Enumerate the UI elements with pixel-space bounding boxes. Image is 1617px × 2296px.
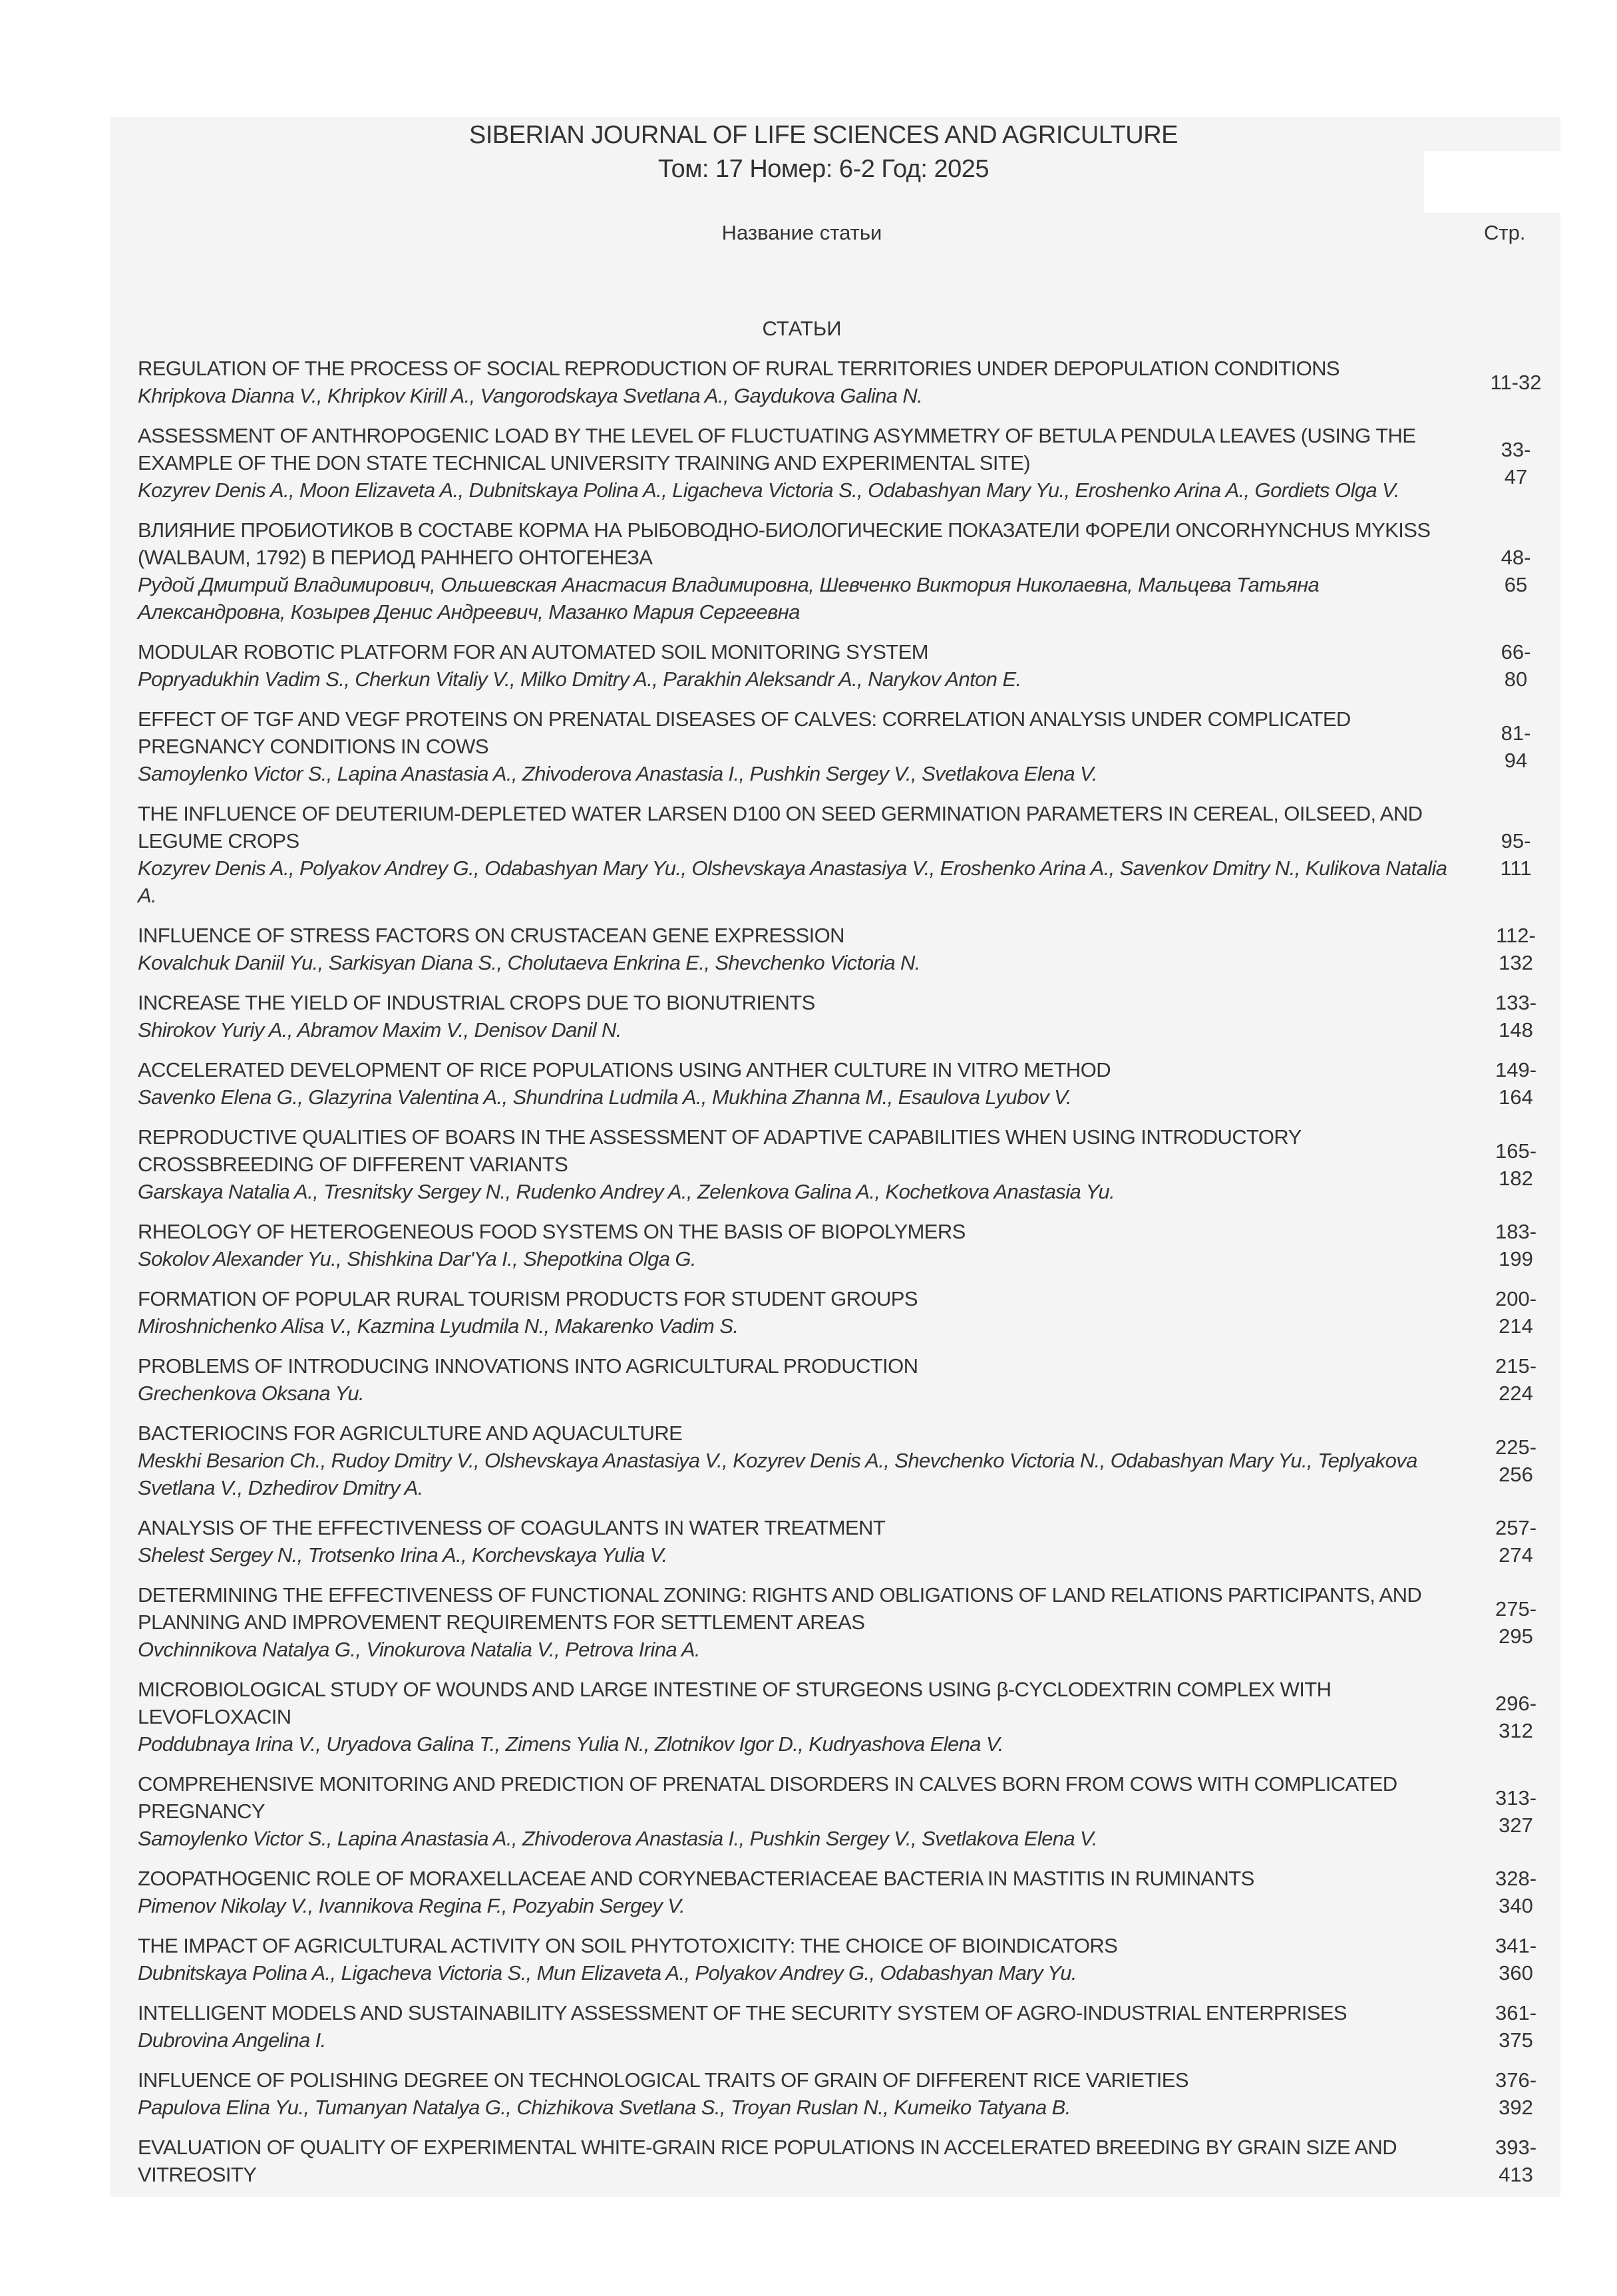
article-pages: 112-132 [1496, 924, 1536, 974]
article-authors: Papulova Elina Yu., Tumanyan Natalya G., Chizhikova Svetlana S., Troyan Ruslan N., Kumeiko Tatyana B. [138, 2096, 1071, 2119]
article-text [138, 1218, 1469, 1272]
article-entry [138, 1999, 1542, 2054]
article-text [138, 1999, 1469, 2054]
article-text [138, 1676, 1469, 1758]
article-pages: 48-65 [1501, 546, 1531, 596]
article-text [138, 1285, 1469, 1340]
article-title-link[interactable]: INFLUENCE OF STRESS FACTORS ON CRUSTACEAN GENE EXPRESSION [138, 924, 844, 947]
article-entry [138, 922, 1542, 976]
article-entry [138, 1932, 1542, 1987]
article-authors: Samoylenko Victor S., Lapina Anastasia A., Zhivoderova Anastasia I., Pushkin Sergey V., Svetlakova Elena V. [138, 1827, 1097, 1850]
article-entry [138, 1420, 1542, 1501]
article-pages: 149-164 [1495, 1058, 1537, 1109]
article-authors: Khripkova Dianna V., Khripkov Kirill A., Vangorodskaya Svetlana A., Gaydukova Galina N. [138, 384, 923, 407]
article-pages: 183-199 [1495, 1220, 1537, 1270]
article-authors: Pimenov Nikolay V., Ivannikova Regina F., Pozyabin Sergey V. [138, 1894, 685, 1917]
article-entry [138, 516, 1542, 626]
article-authors: Ovchinnikova Natalya G., Vinokurova Natalia V., Petrova Irina A. [138, 1638, 700, 1661]
article-text [138, 989, 1469, 1044]
article-pages: 393-413 [1495, 2136, 1537, 2186]
article-text [138, 638, 1469, 693]
article-text [138, 516, 1469, 626]
article-authors: Grechenkova Oksana Yu. [138, 1382, 365, 1405]
journal-header [110, 117, 1537, 184]
article-title-link[interactable]: REPRODUCTIVE QUALITIES OF BOARS IN THE ASSESSMENT OF ADAPTIVE CAPABILITIES WHEN USING INTRODUCTORY CROSSBREEDING OF DIFFERENT VARIANTS [138, 1125, 1302, 1176]
article-pages: 66-80 [1501, 640, 1531, 691]
article-pages: 296-312 [1495, 1691, 1537, 1742]
article-text [138, 705, 1469, 787]
article-entry [138, 422, 1542, 504]
article-authors: Shelest Sergey N., Trotsenko Irina A., Korchevskaya Yulia V. [138, 1543, 667, 1567]
article-authors: Garskaya Natalia A., Tresnitsky Sergey N., Rudenko Andrey A., Zelenkova Galina A., Kochetkova Anastasia Yu. [138, 1180, 1115, 1203]
article-title-link[interactable]: INCREASE THE YIELD OF INDUSTRIAL CROPS DUE TO BIONUTRIENTS [138, 991, 815, 1014]
article-text [138, 1770, 1469, 1852]
article-authors: Sokolov Alexander Yu., Shishkina Dar'Ya I., Shepotkina Olga G. [138, 1247, 696, 1270]
article-authors: Рудой Дмитрий Владимирович, Ольшевская Анастасия Владимировна, Шевченко Виктория Николаевна, Мальцева Татьяна Александровна, Козырев Денис Андреевич, Мазанко Мария Сергеевна [138, 573, 1320, 624]
article-title-link[interactable]: REGULATION OF THE PROCESS OF SOCIAL REPRODUCTION OF RURAL TERRITORIES UNDER DEPOPULATION CONDITIONS [138, 357, 1340, 380]
article-pages: 33-47 [1501, 437, 1531, 488]
article-pages: 200-214 [1495, 1287, 1537, 1338]
article-authors: Kozyrev Denis A., Polyakov Andrey G., Odabashyan Mary Yu., Olshevskaya Anastasiya V., Eroshenko Arina A., Savenkov Dmitry N., Kulikova Natalia A. [138, 857, 1447, 907]
article-entry [138, 1865, 1542, 1919]
article-pages: 275-295 [1495, 1597, 1537, 1648]
article-pages: 11-32 [1490, 370, 1542, 394]
article-entry [138, 355, 1542, 409]
article-entry [138, 1514, 1542, 1569]
article-pages: 257-274 [1495, 1516, 1537, 1567]
article-title-link[interactable]: EFFECT OF TGF AND VEGF PROTEINS ON PRENATAL DISEASES OF CALVES: CORRELATION ANALYSIS UNDER COMPLICATED PREGNANCY CONDITIONS IN COWS [138, 707, 1351, 758]
article-entry [138, 2066, 1542, 2121]
article-title-link[interactable]: ASSESSMENT OF ANTHROPOGENIC LOAD BY THE LEVEL OF FLUCTUATING ASYMMETRY OF BETULA PENDULA LEAVES (USING THE EXAMPLE OF THE DON STATE TECHNICAL UNIVERSITY TRAINING AND EXPERIMENTAL SITE) [138, 424, 1416, 475]
article-pages: 81-94 [1501, 721, 1531, 772]
article-authors: Dubrovina Angelina I. [138, 2028, 326, 2052]
article-entry [138, 800, 1542, 909]
article-title-link[interactable]: RHEOLOGY OF HETEROGENEOUS FOOD SYSTEMS ON THE BASIS OF BIOPOLYMERS [138, 1220, 966, 1243]
article-pages: 95-111 [1500, 829, 1532, 880]
article-text [138, 800, 1469, 909]
article-text [138, 1581, 1469, 1663]
article-authors: Samoylenko Victor S., Lapina Anastasia A., Zhivoderova Anastasia I., Pushkin Sergey V., Svetlakova Elena V. [138, 762, 1097, 785]
article-list [138, 355, 1542, 2201]
article-entry [138, 1056, 1542, 1111]
article-title-link[interactable]: PROBLEMS OF INTRODUCING INNOVATIONS INTO AGRICULTURAL PRODUCTION [138, 1354, 918, 1378]
article-title-link[interactable]: ZOOPATHOGENIC ROLE OF MORAXELLACEAE AND CORYNEBACTERIACEAE BACTERIA IN MASTITIS IN RUMINANTS [138, 1867, 1254, 1890]
article-title-link[interactable]: ACCELERATED DEVELOPMENT OF RICE POPULATIONS USING ANTHER CULTURE IN VITRO METHOD [138, 1058, 1111, 1081]
column-header-title: Название статьи [721, 221, 882, 244]
article-pages: 361-375 [1495, 2001, 1537, 2052]
article-entry [138, 705, 1542, 787]
article-pages: 133-148 [1495, 991, 1537, 1042]
journal-title: SIBERIAN JOURNAL OF LIFE SCIENCES AND AGRICULTURE [468, 121, 1178, 149]
issue-info: Том: 17 Номер: 6-2 Год: 2025 [657, 155, 989, 183]
article-pages: 165-182 [1495, 1139, 1537, 1190]
article-entry [138, 1676, 1542, 1758]
article-entry [138, 1218, 1542, 1272]
article-authors: Kozyrev Denis A., Moon Elizaveta A., Dubnitskaya Polina A., Ligacheva Victoria S., Odabashyan Mary Yu., Eroshenko Arina A., Gordiets Olga V. [138, 478, 1399, 502]
article-text [138, 2134, 1469, 2188]
article-title-link[interactable]: COMPREHENSIVE MONITORING AND PREDICTION OF PRENATAL DISORDERS IN CALVES BORN FROM COWS WITH COMPLICATED PREGNANCY [138, 1772, 1397, 1823]
article-authors: Poddubnaya Irina V., Uryadova Galina T., Zimens Yulia N., Zlotnikov Igor D., Kudryashova Elena V. [138, 1732, 1003, 1756]
article-text [138, 1865, 1469, 1919]
article-authors: Shirokov Yuriy A., Abramov Maxim V., Denisov Danil N. [138, 1018, 622, 1042]
article-title-link[interactable]: ANALYSIS OF THE EFFECTIVENESS OF COAGULANTS IN WATER TREATMENT [138, 1516, 886, 1539]
article-text [138, 1514, 1469, 1569]
article-pages: 313-327 [1495, 1786, 1537, 1837]
article-pages: 225-256 [1495, 1435, 1537, 1486]
article-authors: Meskhi Besarion Ch., Rudoy Dmitry V., Olshevskaya Anastasiya V., Kozyrev Denis A., Shevchenko Victoria N., Odabashyan Mary Yu., Teplyakova Svetlana V., Dzhedirov Dmitry A. [138, 1449, 1417, 1499]
article-entry [138, 638, 1542, 693]
article-text [138, 1123, 1469, 1205]
article-text [138, 422, 1469, 504]
article-title-link[interactable]: BACTERIOCINS FOR AGRICULTURE AND AQUACULTURE [138, 1422, 683, 1445]
article-title-link[interactable]: INFLUENCE OF POLISHING DEGREE ON TECHNOLOGICAL TRAITS OF GRAIN OF DIFFERENT RICE VARIETIES [138, 2068, 1188, 2092]
article-entry [138, 989, 1542, 1044]
article-authors: Popryadukhin Vadim S., Cherkun Vitaliy V., Milko Dmitry A., Parakhin Aleksandr A., Narykov Anton E. [138, 668, 1021, 691]
article-pages: 328-340 [1495, 1867, 1537, 1917]
article-text [138, 355, 1469, 409]
article-title-link[interactable]: INTELLIGENT MODELS AND SUSTAINABILITY ASSESSMENT OF THE SECURITY SYSTEM OF AGRO-INDUSTRIAL ENTERPRISES [138, 2001, 1348, 2024]
article-pages: 215-224 [1495, 1354, 1537, 1405]
article-entry [138, 1285, 1542, 1340]
article-text [138, 2066, 1469, 2121]
article-text [138, 922, 1469, 976]
column-header-pages: Стр. [1484, 221, 1526, 244]
article-title-link[interactable]: DETERMINING THE EFFECTIVENESS OF FUNCTIONAL ZONING: RIGHTS AND OBLIGATIONS OF LAND RELATIONS PARTICIPANTS, AND PLANNING AND IMPROVEMENT REQUIREMENTS FOR SETTLEMENT AREAS [138, 1583, 1422, 1634]
article-title-link[interactable]: THE INFLUENCE OF DEUTERIUM-DEPLETED WATER LARSEN D100 ON SEED GERMINATION PARAMETERS IN CEREAL, OILSEED, AND LEGUME CROPS [138, 802, 1423, 853]
article-authors: Kovalchuk Daniil Yu., Sarkisyan Diana S., Cholutaeva Enkrina E., Shevchenko Victoria N. [138, 951, 920, 974]
article-pages: 341-360 [1495, 1934, 1537, 1985]
section-heading: СТАТЬИ [762, 317, 842, 340]
article-authors: Miroshnichenko Alisa V., Kazmina Lyudmila N., Makarenko Vadim S. [138, 1314, 739, 1338]
article-title-link[interactable]: EVALUATION OF QUALITY OF EXPERIMENTAL WHITE-GRAIN RICE POPULATIONS IN ACCELERATED BREEDING BY GRAIN SIZE AND VITREOSITY [138, 2136, 1397, 2186]
article-title-link[interactable]: THE IMPACT OF AGRICULTURAL ACTIVITY ON SOIL PHYTOTOXICITY: THE CHOICE OF BIOINDICATORS [138, 1934, 1118, 1957]
article-text [138, 1932, 1469, 1987]
article-title-link[interactable]: ВЛИЯНИЕ ПРОБИОТИКОВ В СОСТАВЕ КОРМА НА РЫБОВОДНО-БИОЛОГИЧЕСКИЕ ПОКАЗАТЕЛИ ФОРЕЛИ ONCORHYNCHUS MYKISS (WALBAUM, 1792) В ПЕРИОД РАННЕГО ОНТОГЕНЕЗА [138, 518, 1431, 569]
article-title-link[interactable]: MODULAR ROBOTIC PLATFORM FOR AN AUTOMATED SOIL MONITORING SYSTEM [138, 640, 928, 664]
article-text [138, 1420, 1469, 1501]
article-entry [138, 1123, 1542, 1205]
article-entry [138, 1770, 1542, 1852]
article-text [138, 1352, 1469, 1407]
article-entry [138, 1581, 1542, 1663]
article-entry [138, 2134, 1542, 2188]
article-authors: Savenko Elena G., Glazyrina Valentina A., Shundrina Ludmila A., Mukhina Zhanna M., Esaulova Lyubov V. [138, 1085, 1071, 1109]
article-title-link[interactable]: FORMATION OF POPULAR RURAL TOURISM PRODUCTS FOR STUDENT GROUPS [138, 1287, 918, 1310]
article-authors: Dubnitskaya Polina A., Ligacheva Victoria S., Mun Elizaveta A., Polyakov Andrey G., Odabashyan Mary Yu. [138, 1961, 1077, 1985]
article-pages: 376-392 [1495, 2068, 1537, 2119]
article-text [138, 1056, 1469, 1111]
article-title-link[interactable]: MICROBIOLOGICAL STUDY OF WOUNDS AND LARGE INTESTINE OF STURGEONS USING β-CYCLODEXTRIN COMPLEX WITH LEVOFLOXACIN [138, 1678, 1332, 1728]
article-entry [138, 1352, 1542, 1407]
